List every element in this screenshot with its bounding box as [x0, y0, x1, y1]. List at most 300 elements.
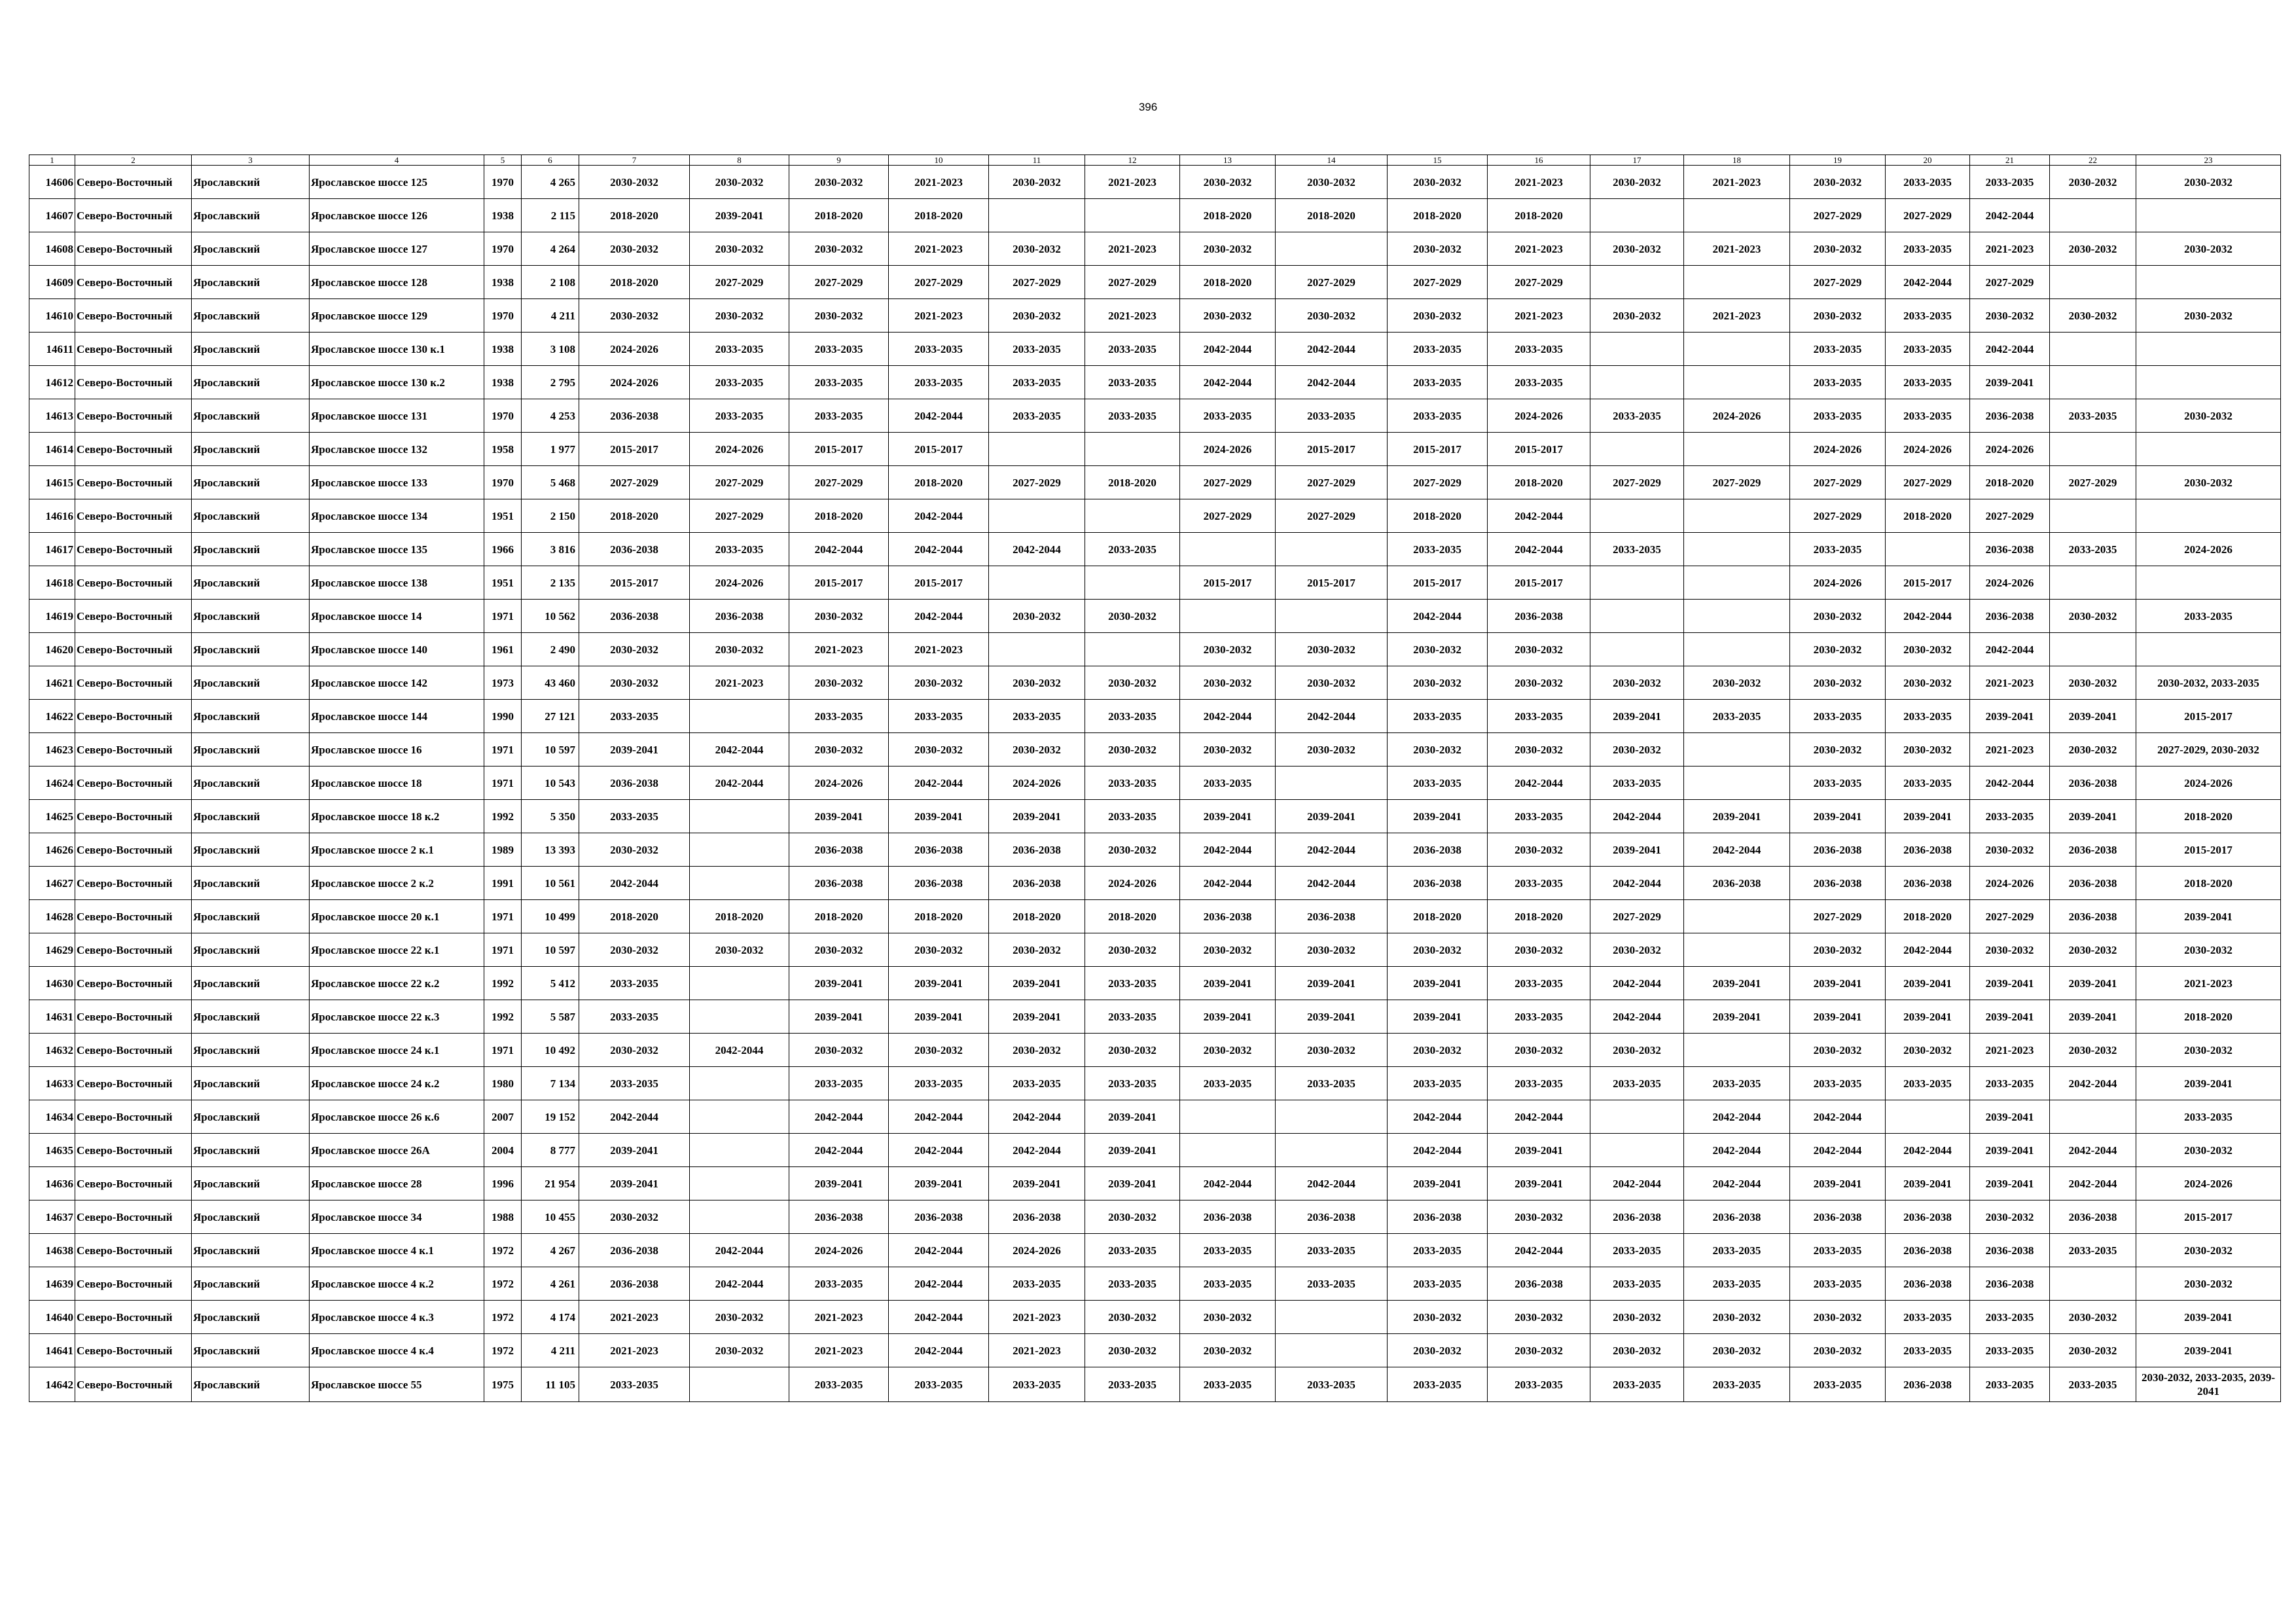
- period-cell: 2039-2041: [789, 1000, 889, 1034]
- period-cell: 2030-2032: [889, 933, 989, 967]
- period-cell: 2036-2038: [1790, 833, 1886, 867]
- period-cell: 2018-2020: [579, 900, 690, 933]
- period-cell: 2033-2035: [1388, 1367, 1488, 1402]
- period-cell: 2039-2041: [889, 800, 989, 833]
- row-id-cell: 14641: [29, 1334, 75, 1367]
- address-cell: Ярославское шоссе 4 к.4: [310, 1334, 484, 1367]
- period-cell: 2042-2044: [1970, 767, 2050, 800]
- period-cell: 2030-2032: [1790, 232, 1886, 266]
- floor-area-cell: 10 455: [522, 1200, 579, 1234]
- period-cell: 2024-2026: [2136, 1167, 2281, 1200]
- period-cell: [2136, 633, 2281, 666]
- address-cell: Ярославское шоссе 22 к.2: [310, 967, 484, 1000]
- floor-area-cell: 4 261: [522, 1267, 579, 1301]
- period-cell: 2042-2044: [1276, 700, 1388, 733]
- period-cell: 2036-2038: [1886, 833, 1970, 867]
- period-cell: 2042-2044: [789, 1134, 889, 1167]
- table-row: [29, 1334, 2281, 1367]
- period-cell: 2033-2035: [1886, 399, 1970, 433]
- period-cell: 2033-2035: [1590, 1234, 1684, 1267]
- period-cell: 2042-2044: [1276, 833, 1388, 867]
- row-id-cell: 14632: [29, 1034, 75, 1067]
- area-cell: Ярославский: [192, 433, 310, 466]
- period-cell: 2030-2032: [989, 299, 1085, 333]
- floor-area-cell: 5 350: [522, 800, 579, 833]
- period-cell: 2042-2044: [1684, 1134, 1790, 1167]
- period-cell: 2033-2035: [1590, 1067, 1684, 1100]
- period-cell: 2033-2035: [1276, 1267, 1388, 1301]
- address-cell: Ярославское шоссе 142: [310, 666, 484, 700]
- period-cell: 2039-2041: [1684, 800, 1790, 833]
- period-cell: 2033-2035: [1488, 967, 1590, 1000]
- address-cell: Ярославское шоссе 140: [310, 633, 484, 666]
- area-cell: Ярославский: [192, 366, 310, 399]
- period-cell: 2042-2044: [1590, 1000, 1684, 1034]
- period-cell: 2027-2029, 2030-2032: [2136, 733, 2281, 767]
- period-cell: 2018-2020: [579, 499, 690, 533]
- period-cell: 2033-2035: [1790, 366, 1886, 399]
- area-cell: Ярославский: [192, 399, 310, 433]
- district-cell: Северо-Восточный: [75, 867, 192, 900]
- period-cell: 2015-2017: [579, 566, 690, 600]
- period-cell: [1684, 266, 1790, 299]
- period-cell: 2018-2020: [889, 900, 989, 933]
- period-cell: 2021-2023: [1684, 299, 1790, 333]
- period-cell: [2050, 333, 2136, 366]
- period-cell: 2042-2044: [690, 1267, 789, 1301]
- period-cell: 2021-2023: [1488, 299, 1590, 333]
- period-cell: 2033-2035: [1790, 333, 1886, 366]
- period-cell: 2033-2035: [1970, 1334, 2050, 1367]
- period-cell: [1886, 533, 1970, 566]
- period-cell: 2039-2041: [1388, 800, 1488, 833]
- period-cell: 2036-2038: [579, 399, 690, 433]
- period-cell: 2015-2017: [1388, 566, 1488, 600]
- year-cell: 1938: [484, 266, 522, 299]
- table-row: [29, 867, 2281, 900]
- period-cell: 2015-2017: [789, 433, 889, 466]
- period-cell: 2030-2032: [1388, 1034, 1488, 1067]
- period-cell: 2039-2041: [989, 967, 1085, 1000]
- period-cell: 2036-2038: [1970, 600, 2050, 633]
- period-cell: [2050, 1100, 2136, 1134]
- column-number-cell: 17: [1590, 155, 1684, 166]
- period-cell: [2050, 266, 2136, 299]
- address-cell: Ярославское шоссе 22 к.1: [310, 933, 484, 967]
- period-cell: 2030-2032: [579, 232, 690, 266]
- period-cell: 2030-2032: [989, 933, 1085, 967]
- address-cell: Ярославское шоссе 130 к.1: [310, 333, 484, 366]
- period-cell: 2036-2038: [789, 833, 889, 867]
- period-cell: 2033-2035: [989, 1367, 1085, 1402]
- period-cell: 2030-2032: [1276, 666, 1388, 700]
- column-number-cell: 7: [579, 155, 690, 166]
- period-cell: 2027-2029: [1886, 466, 1970, 499]
- period-cell: 2030-2032: [1180, 232, 1276, 266]
- column-number-cell: 10: [889, 155, 989, 166]
- table-row: [29, 700, 2281, 733]
- period-cell: 2030-2032: [2050, 733, 2136, 767]
- period-cell: 2033-2035: [789, 333, 889, 366]
- area-cell: Ярославский: [192, 1034, 310, 1067]
- period-cell: 2036-2038: [1970, 1267, 2050, 1301]
- period-cell: [1590, 1134, 1684, 1167]
- district-cell: Северо-Восточный: [75, 1234, 192, 1267]
- period-cell: [1590, 366, 1684, 399]
- period-cell: 2033-2035: [889, 333, 989, 366]
- period-cell: 2042-2044: [1790, 1134, 1886, 1167]
- row-id-cell: 14607: [29, 199, 75, 232]
- period-cell: 2042-2044: [1180, 366, 1276, 399]
- period-cell: 2030-2032: [1276, 733, 1388, 767]
- period-cell: 2030-2032: [1790, 166, 1886, 199]
- period-cell: 2036-2038: [579, 1267, 690, 1301]
- row-id-cell: 14612: [29, 366, 75, 399]
- address-cell: Ярославское шоссе 22 к.3: [310, 1000, 484, 1034]
- period-cell: 2036-2038: [579, 533, 690, 566]
- period-cell: 2033-2035: [579, 1067, 690, 1100]
- period-cell: 2039-2041: [2050, 700, 2136, 733]
- period-cell: 2039-2041: [789, 1167, 889, 1200]
- column-number-cell: 4: [310, 155, 484, 166]
- period-cell: 2036-2038: [1180, 900, 1276, 933]
- district-cell: Северо-Восточный: [75, 700, 192, 733]
- period-cell: 2015-2017: [2136, 833, 2281, 867]
- area-cell: Ярославский: [192, 566, 310, 600]
- district-cell: Северо-Восточный: [75, 1100, 192, 1134]
- period-cell: 2030-2032: [1085, 1200, 1180, 1234]
- period-cell: 2039-2041: [2136, 1067, 2281, 1100]
- table-row: [29, 199, 2281, 232]
- period-cell: 2030-2032: [1276, 299, 1388, 333]
- period-cell: 2030-2032: [789, 232, 889, 266]
- floor-area-cell: 2 795: [522, 366, 579, 399]
- period-cell: 2033-2035: [1085, 366, 1180, 399]
- period-cell: 2042-2044: [1590, 967, 1684, 1000]
- year-cell: 1938: [484, 333, 522, 366]
- period-cell: 2018-2020: [2136, 867, 2281, 900]
- period-cell: 2030-2032: [1180, 933, 1276, 967]
- period-cell: 2036-2038: [579, 1234, 690, 1267]
- period-cell: 2030-2032: [2136, 399, 2281, 433]
- period-cell: 2033-2035: [989, 1067, 1085, 1100]
- period-cell: 2042-2044: [889, 600, 989, 633]
- period-cell: 2030-2032: [1180, 1034, 1276, 1067]
- period-cell: 2033-2035: [1488, 366, 1590, 399]
- period-cell: 2039-2041: [1085, 1134, 1180, 1167]
- area-cell: Ярославский: [192, 1167, 310, 1200]
- period-cell: [1684, 767, 1790, 800]
- period-cell: [2050, 499, 2136, 533]
- address-cell: Ярославское шоссе 4 к.2: [310, 1267, 484, 1301]
- period-cell: 2030-2032: [1970, 1200, 2050, 1234]
- area-cell: Ярославский: [192, 600, 310, 633]
- period-cell: 2036-2038: [1886, 867, 1970, 900]
- period-cell: 2042-2044: [1488, 767, 1590, 800]
- period-cell: 2033-2035: [1970, 1067, 2050, 1100]
- floor-area-cell: 3 816: [522, 533, 579, 566]
- period-cell: 2033-2035: [1488, 1067, 1590, 1100]
- table-row: [29, 333, 2281, 366]
- area-cell: Ярославский: [192, 767, 310, 800]
- floor-area-cell: 4 264: [522, 232, 579, 266]
- period-cell: 2033-2035: [789, 700, 889, 733]
- period-cell: 2033-2035: [1388, 1234, 1488, 1267]
- area-cell: Ярославский: [192, 1000, 310, 1034]
- period-cell: 2042-2044: [2050, 1134, 2136, 1167]
- period-cell: 2030-2032: [1488, 666, 1590, 700]
- year-cell: 1975: [484, 1367, 522, 1402]
- floor-area-cell: 4 211: [522, 1334, 579, 1367]
- period-cell: 2030-2032, 2033-2035: [2136, 666, 2281, 700]
- column-number-cell: 16: [1488, 155, 1590, 166]
- period-cell: 2027-2029: [1970, 266, 2050, 299]
- period-cell: 2030-2032: [1488, 633, 1590, 666]
- district-cell: Северо-Восточный: [75, 800, 192, 833]
- period-cell: 2042-2044: [2050, 1167, 2136, 1200]
- period-cell: [690, 833, 789, 867]
- period-cell: 2030-2032: [1085, 1301, 1180, 1334]
- period-cell: 2021-2023: [1684, 166, 1790, 199]
- period-cell: 2033-2035: [1085, 1234, 1180, 1267]
- table-row: [29, 1234, 2281, 1267]
- district-cell: Северо-Восточный: [75, 499, 192, 533]
- district-cell: Северо-Восточный: [75, 566, 192, 600]
- area-cell: Ярославский: [192, 867, 310, 900]
- period-cell: 2024-2026: [1970, 433, 2050, 466]
- period-cell: 2033-2035: [1886, 232, 1970, 266]
- period-cell: 2033-2035: [1684, 1234, 1790, 1267]
- row-id-cell: 14608: [29, 232, 75, 266]
- period-cell: 2030-2032: [1590, 733, 1684, 767]
- year-cell: 1972: [484, 1267, 522, 1301]
- district-cell: Северо-Восточный: [75, 600, 192, 633]
- period-cell: 2015-2017: [1488, 433, 1590, 466]
- floor-area-cell: 1 977: [522, 433, 579, 466]
- year-cell: 1971: [484, 600, 522, 633]
- year-cell: 2007: [484, 1100, 522, 1134]
- period-cell: [690, 1367, 789, 1402]
- area-cell: Ярославский: [192, 1334, 310, 1367]
- period-cell: 2030-2032: [1180, 1334, 1276, 1367]
- address-cell: Ярославское шоссе 126: [310, 199, 484, 232]
- area-cell: Ярославский: [192, 299, 310, 333]
- floor-area-cell: 2 108: [522, 266, 579, 299]
- period-cell: 2030-2032: [1085, 833, 1180, 867]
- column-number-cell: 3: [192, 155, 310, 166]
- period-cell: 2030-2032: [2136, 1134, 2281, 1167]
- district-cell: Северо-Восточный: [75, 633, 192, 666]
- period-cell: 2036-2038: [1684, 1200, 1790, 1234]
- row-id-cell: 14625: [29, 800, 75, 833]
- period-cell: 2030-2032: [579, 666, 690, 700]
- table-row: [29, 900, 2281, 933]
- period-cell: 2042-2044: [889, 1234, 989, 1267]
- period-cell: 2030-2032: [2050, 1334, 2136, 1367]
- period-cell: 2018-2020: [1488, 466, 1590, 499]
- period-cell: 2033-2035: [1886, 1301, 1970, 1334]
- floor-area-cell: 4 174: [522, 1301, 579, 1334]
- column-number-cell: 13: [1180, 155, 1276, 166]
- year-cell: 1971: [484, 733, 522, 767]
- year-cell: 1988: [484, 1200, 522, 1234]
- floor-area-cell: 2 150: [522, 499, 579, 533]
- area-cell: Ярославский: [192, 166, 310, 199]
- period-cell: 2027-2029: [1790, 466, 1886, 499]
- year-cell: 1992: [484, 800, 522, 833]
- floor-area-cell: 4 253: [522, 399, 579, 433]
- table-row: [29, 666, 2281, 700]
- period-cell: 2033-2035: [789, 366, 889, 399]
- column-number-cell: 14: [1276, 155, 1388, 166]
- period-cell: 2042-2044: [789, 533, 889, 566]
- area-cell: Ярославский: [192, 666, 310, 700]
- area-cell: Ярославский: [192, 700, 310, 733]
- area-cell: Ярославский: [192, 1234, 310, 1267]
- address-cell: Ярославское шоссе 130 к.2: [310, 366, 484, 399]
- period-cell: 2033-2035: [1886, 1067, 1970, 1100]
- table-row: [29, 1000, 2281, 1034]
- table-row: [29, 399, 2281, 433]
- area-cell: Ярославский: [192, 466, 310, 499]
- period-cell: 2030-2032: [789, 1034, 889, 1067]
- period-cell: 2030-2032: [1276, 633, 1388, 666]
- period-cell: [1684, 533, 1790, 566]
- period-cell: 2039-2041: [1886, 1167, 1970, 1200]
- period-cell: [2136, 499, 2281, 533]
- period-cell: 2024-2026: [1790, 566, 1886, 600]
- period-cell: 2030-2032: [1970, 833, 2050, 867]
- period-cell: 2027-2029: [1790, 499, 1886, 533]
- row-id-cell: 14609: [29, 266, 75, 299]
- period-cell: 2039-2041: [889, 967, 989, 1000]
- district-cell: Северо-Восточный: [75, 533, 192, 566]
- period-cell: 2033-2035: [1790, 399, 1886, 433]
- period-cell: 2030-2032: [2136, 232, 2281, 266]
- period-cell: 2027-2029: [1970, 900, 2050, 933]
- period-cell: 2039-2041: [1590, 833, 1684, 867]
- column-number-cell: 15: [1388, 155, 1488, 166]
- period-cell: 2039-2041: [1970, 1000, 2050, 1034]
- year-cell: 1991: [484, 867, 522, 900]
- period-cell: 2021-2023: [989, 1301, 1085, 1334]
- period-cell: 2033-2035: [1590, 1267, 1684, 1301]
- area-cell: Ярославский: [192, 1367, 310, 1402]
- period-cell: 2039-2041: [1276, 1000, 1388, 1034]
- table-row: [29, 833, 2281, 867]
- period-cell: 2042-2044: [1886, 933, 1970, 967]
- floor-area-cell: 10 597: [522, 733, 579, 767]
- period-cell: 2036-2038: [989, 1200, 1085, 1234]
- address-cell: Ярославское шоссе 134: [310, 499, 484, 533]
- period-cell: 2033-2035: [889, 1067, 989, 1100]
- table-row: [29, 1067, 2281, 1100]
- period-cell: 2039-2041: [1970, 700, 2050, 733]
- column-number-cell: 2: [75, 155, 192, 166]
- period-cell: 2039-2041: [1970, 1134, 2050, 1167]
- period-cell: 2036-2038: [2050, 833, 2136, 867]
- period-cell: 2033-2035: [1180, 1367, 1276, 1402]
- period-cell: [1276, 232, 1388, 266]
- period-cell: 2030-2032: [1388, 733, 1488, 767]
- period-cell: 2036-2038: [1388, 1200, 1488, 1234]
- area-cell: Ярославский: [192, 900, 310, 933]
- district-cell: Северо-Восточный: [75, 933, 192, 967]
- period-cell: 2033-2035: [1388, 533, 1488, 566]
- period-cell: [1276, 1134, 1388, 1167]
- address-cell: Ярославское шоссе 2 к.2: [310, 867, 484, 900]
- district-cell: Северо-Восточный: [75, 333, 192, 366]
- period-cell: 2018-2020: [789, 499, 889, 533]
- period-cell: 2033-2035: [1085, 1067, 1180, 1100]
- year-cell: 1990: [484, 700, 522, 733]
- period-cell: 2033-2035: [1590, 767, 1684, 800]
- period-cell: 2042-2044: [1276, 333, 1388, 366]
- column-number-cell: 8: [690, 155, 789, 166]
- period-cell: [690, 867, 789, 900]
- period-cell: 2018-2020: [1180, 266, 1276, 299]
- period-cell: 2021-2023: [1085, 232, 1180, 266]
- period-cell: 2042-2044: [889, 1334, 989, 1367]
- period-cell: 2033-2035: [1180, 767, 1276, 800]
- period-cell: 2030-2032: [690, 166, 789, 199]
- period-cell: [2050, 1267, 2136, 1301]
- table-row: [29, 1167, 2281, 1200]
- period-cell: 2033-2035: [789, 1367, 889, 1402]
- period-cell: [989, 566, 1085, 600]
- period-cell: 2027-2029: [1276, 499, 1388, 533]
- floor-area-cell: 10 562: [522, 600, 579, 633]
- period-cell: 2033-2035: [1085, 399, 1180, 433]
- period-cell: 2030-2032: [1488, 1200, 1590, 1234]
- period-cell: [1590, 633, 1684, 666]
- area-cell: Ярославский: [192, 1134, 310, 1167]
- row-id-cell: 14626: [29, 833, 75, 867]
- period-cell: 2036-2038: [2050, 1200, 2136, 1234]
- period-cell: 2030-2032: [690, 1301, 789, 1334]
- period-cell: 2033-2035: [1970, 1301, 2050, 1334]
- period-cell: 2027-2029: [1085, 266, 1180, 299]
- period-cell: 2030-2032: [1388, 633, 1488, 666]
- period-cell: 2033-2035: [989, 700, 1085, 733]
- period-cell: 2024-2026: [1790, 433, 1886, 466]
- period-cell: [1276, 600, 1388, 633]
- period-cell: 2030-2032: [2050, 600, 2136, 633]
- period-cell: 2033-2035: [1684, 700, 1790, 733]
- period-cell: 2036-2038: [1388, 867, 1488, 900]
- period-cell: 2021-2023: [889, 166, 989, 199]
- period-cell: 2018-2020: [889, 466, 989, 499]
- period-cell: 2036-2038: [989, 867, 1085, 900]
- period-cell: 2033-2035: [1970, 1367, 2050, 1402]
- period-cell: 2036-2038: [1790, 867, 1886, 900]
- address-cell: Ярославское шоссе 26 к.6: [310, 1100, 484, 1134]
- period-cell: [1684, 1034, 1790, 1067]
- period-cell: 2021-2023: [1970, 733, 2050, 767]
- period-cell: 2021-2023: [1085, 166, 1180, 199]
- period-cell: 2036-2038: [1488, 1267, 1590, 1301]
- period-cell: 2030-2032: [579, 299, 690, 333]
- period-cell: 2033-2035: [1085, 967, 1180, 1000]
- column-number-cell: 12: [1085, 155, 1180, 166]
- period-cell: 2027-2029: [690, 499, 789, 533]
- period-cell: 2033-2035: [889, 700, 989, 733]
- floor-area-cell: 2 135: [522, 566, 579, 600]
- period-cell: 2024-2026: [1886, 433, 1970, 466]
- period-cell: 2015-2017: [889, 566, 989, 600]
- period-cell: 2033-2035: [1790, 1367, 1886, 1402]
- period-cell: 2033-2035: [1085, 533, 1180, 566]
